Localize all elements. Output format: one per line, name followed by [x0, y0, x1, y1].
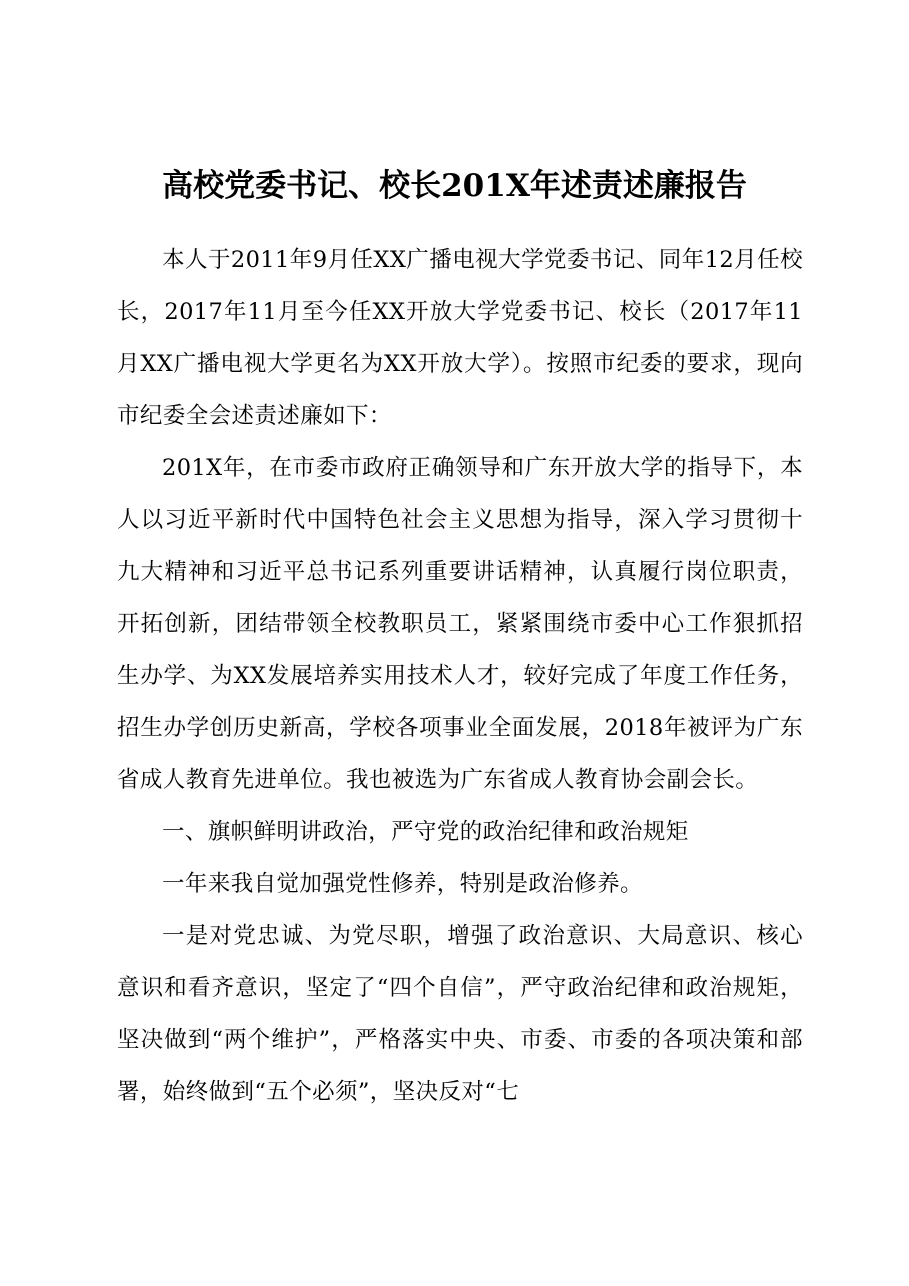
paragraph-summary: 201X年，在市委市政府正确领导和广东开放大学的指导下，本人以习近平新时代中国特色社会主义思想为指导，深入学习贯彻十九大精神和习近平总书记系列重要讲话精神，认真履行岗位职责，开拓创新，团结带领全校教职员工，紧紧围绕市委中心工作狠抓招生办学、为XX发展培养实用技术人才，较好完成了年度工作任务，招生办学创历史新高，学校各项事业全面发展，2018年被评为广东省成人教育先进单位。我也被选为广东省成人教育协会副会长。 — [117, 455, 803, 793]
paragraph-intro: 本人于2011年9月任XX广播电视大学党委书记、同年12月任校长，2017年11月至今任XX开放大学党委书记、校长（2017年11月XX广播电视大学更名为XX开放大学）。按照市纪委的要求，现向市纪委全会述责述廉如下： — [117, 247, 803, 429]
paragraph-section-1-lead: 一年来我自觉加强党性修养，特别是政治修养。 — [162, 871, 643, 897]
section-heading-1: 一、旗帜鲜明讲政治，严守党的政治纪律和政治规矩 — [162, 819, 689, 845]
document-title: 高校党委书记、校长201X年述责述廉报告 — [162, 168, 747, 204]
paragraph-section-1-point-1: 一是对党忠诚、为党尽职，增强了政治意识、大局意识、核心意识和看齐意识，坚定了“四个自信”，严守政治纪律和政治规矩，坚决做到“两个维护”，严格落实中央、市委、市委的各项决策和部署，始终做到“五个必须”，坚决反对“七 — [117, 923, 803, 1105]
document-body — [117, 234, 803, 1118]
